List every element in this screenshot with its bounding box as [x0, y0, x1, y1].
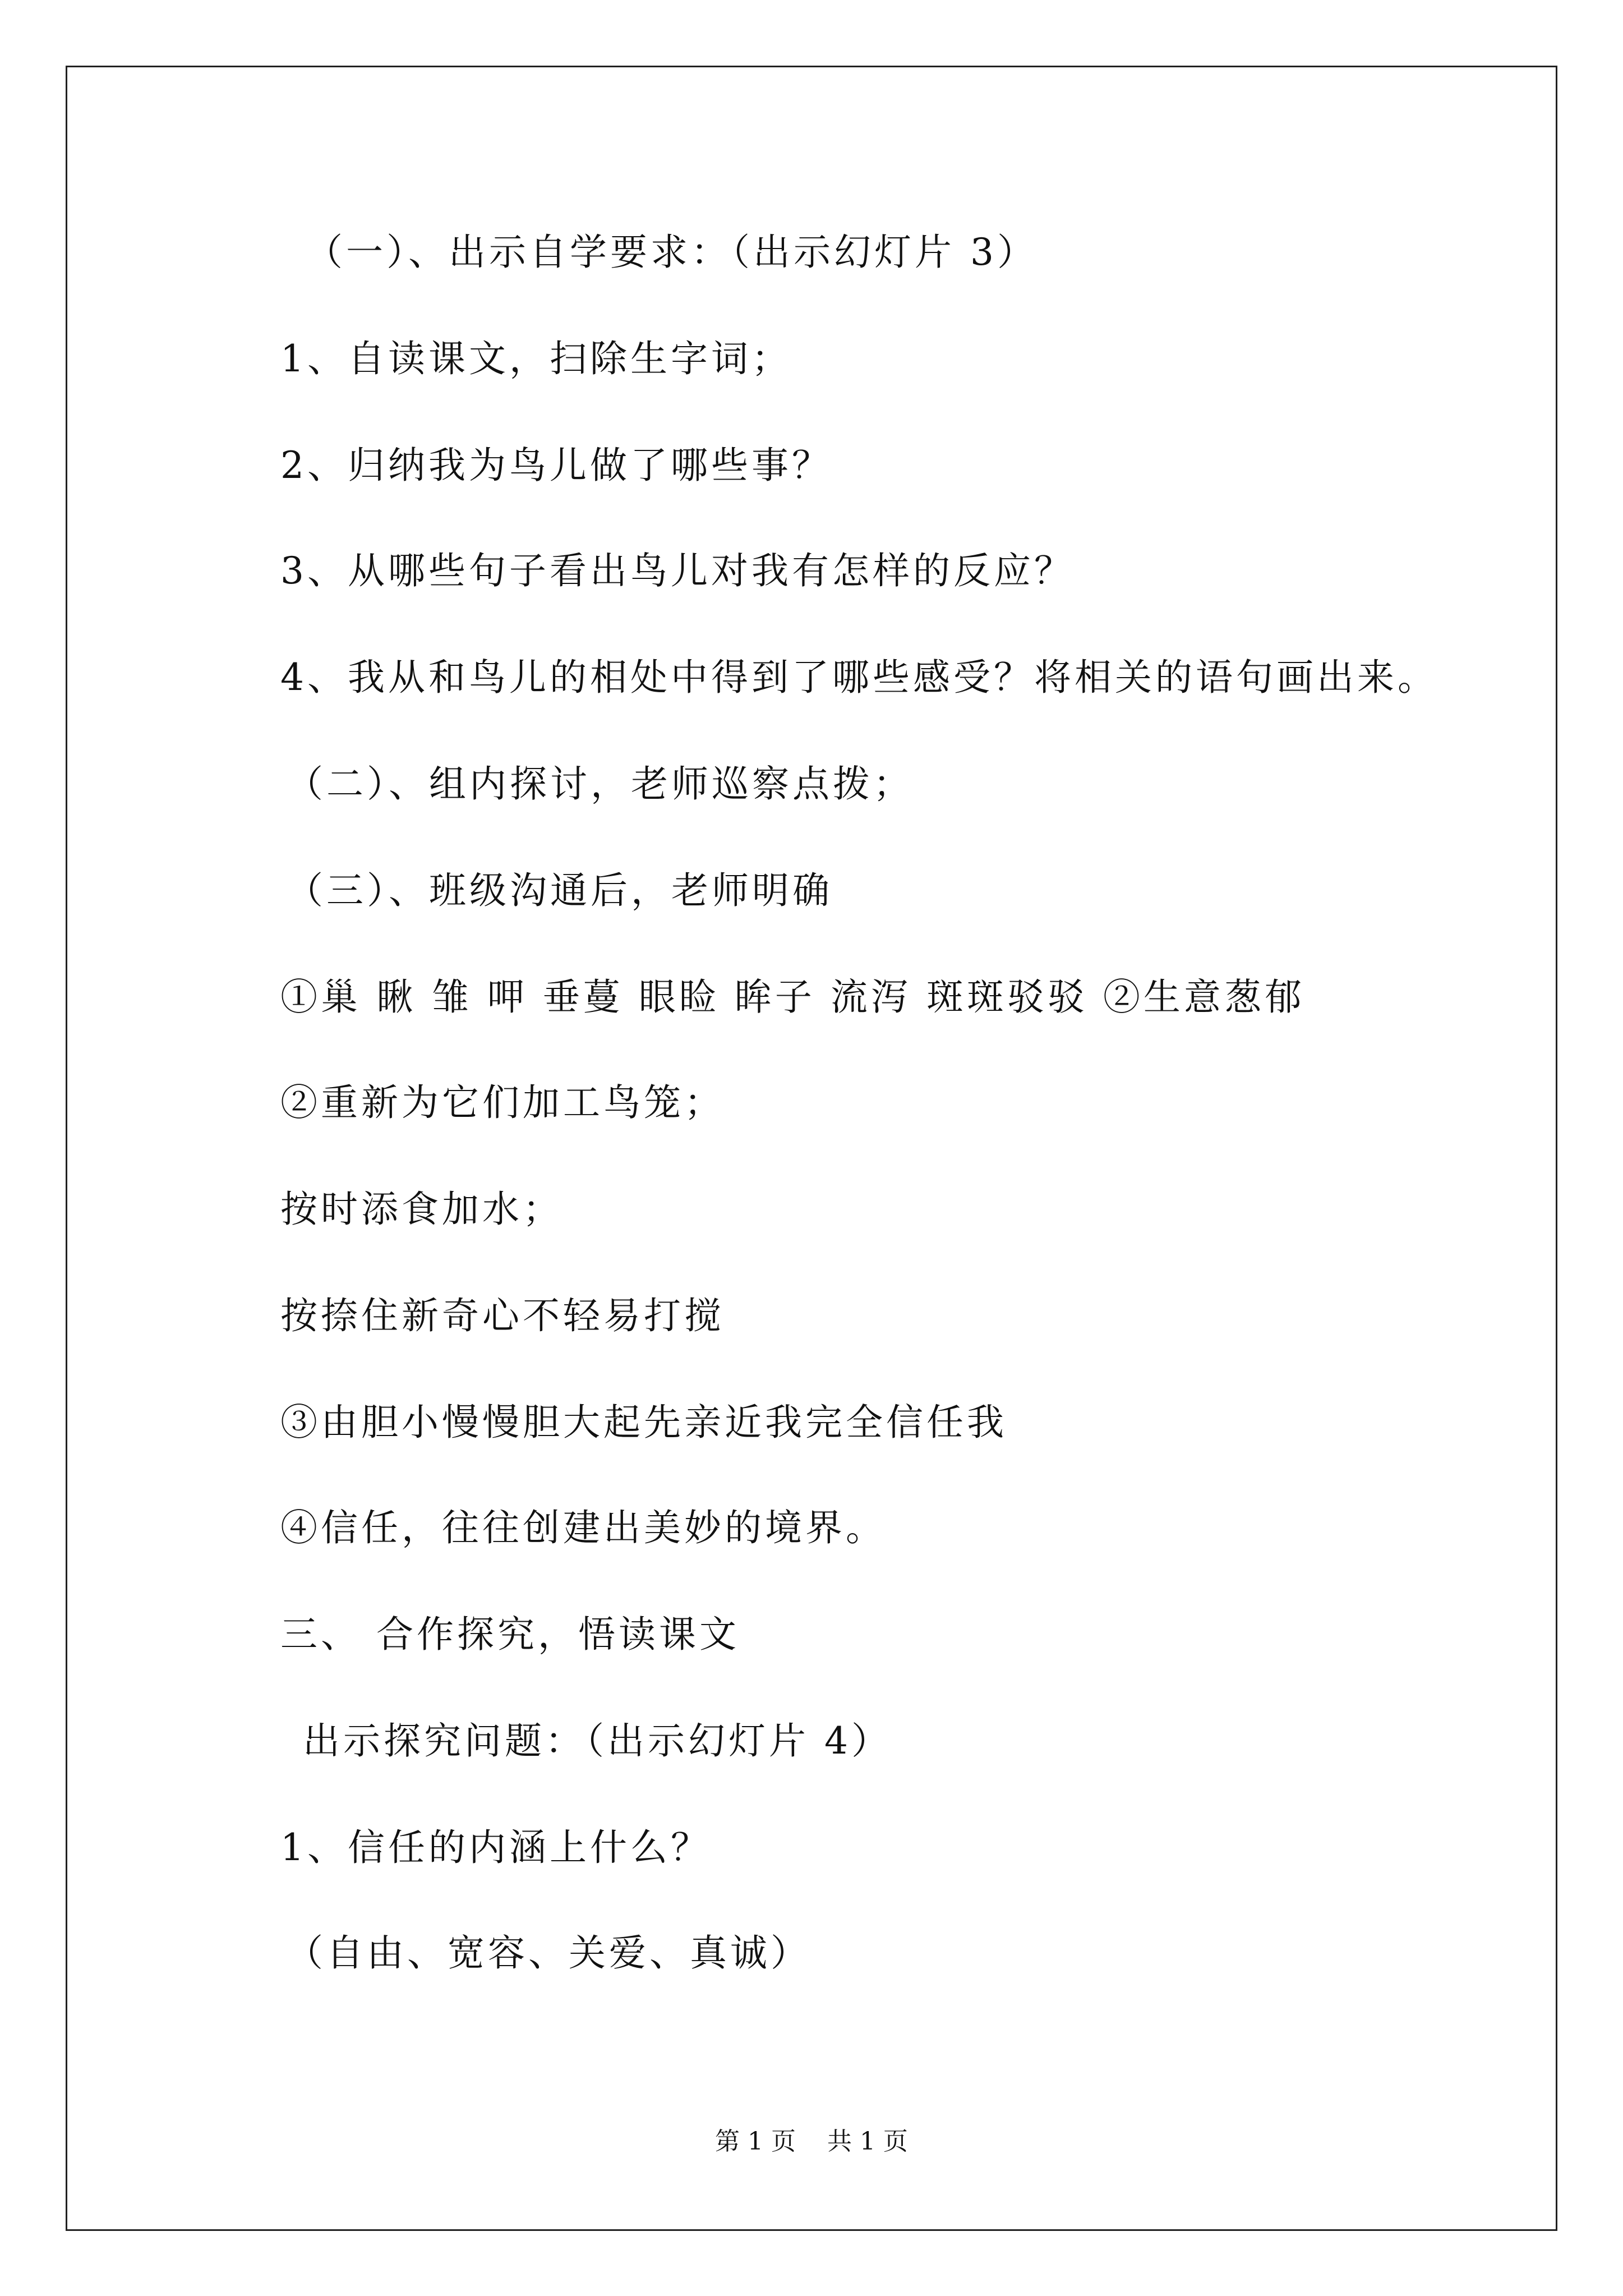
text-line-11: 按捺住新奇心不轻易打搅 [280, 1294, 725, 1337]
text-line-4: 3、从哪些句子看出鸟儿对我有怎样的反应？ [280, 549, 1075, 592]
text-line-3: 2、归纳我为鸟儿做了哪些事？ [280, 444, 832, 487]
text-line-16: 1、信任的内涵上什么？ [280, 1826, 711, 1869]
text-line-1: （一）、出示自学要求：（出示幻灯片 3） [306, 231, 1038, 274]
text-line-8: ①巢 瞅 雏 呷 垂蔓 眼睑 眸子 流泻 斑斑驳驳 ②生意葱郁 [280, 976, 1305, 1019]
page-footer: 第 1 页 共 1 页 [715, 2127, 908, 2156]
text-line-6: （二）、组内探讨，老师巡察点拨； [286, 762, 914, 806]
section-heading-3: 三、 合作探究，悟读课文 [280, 1613, 740, 1656]
text-line-10: 按时添食加水； [280, 1188, 563, 1231]
text-line-13: ④信任，往往创建出美妙的境界。 [280, 1506, 886, 1549]
text-line-17: （自由、宽容、关爱、真诚） [286, 1931, 811, 1975]
text-line-5: 4、我从和鸟儿的相处中得到了哪些感受？将相关的语句画出来。 [280, 656, 1438, 699]
text-line-2: 1、自读课文，扫除生字词； [280, 337, 792, 380]
text-line-12: ③由胆小慢慢胆大起先亲近我完全信任我 [280, 1401, 1007, 1444]
text-line-15: 出示探究问题：（出示幻灯片 4） [303, 1719, 892, 1763]
text-line-9: ②重新为它们加工鸟笼； [280, 1081, 725, 1124]
page-border [66, 66, 1557, 2231]
text-line-7: （三）、班级沟通后，老师明确 [286, 869, 833, 912]
